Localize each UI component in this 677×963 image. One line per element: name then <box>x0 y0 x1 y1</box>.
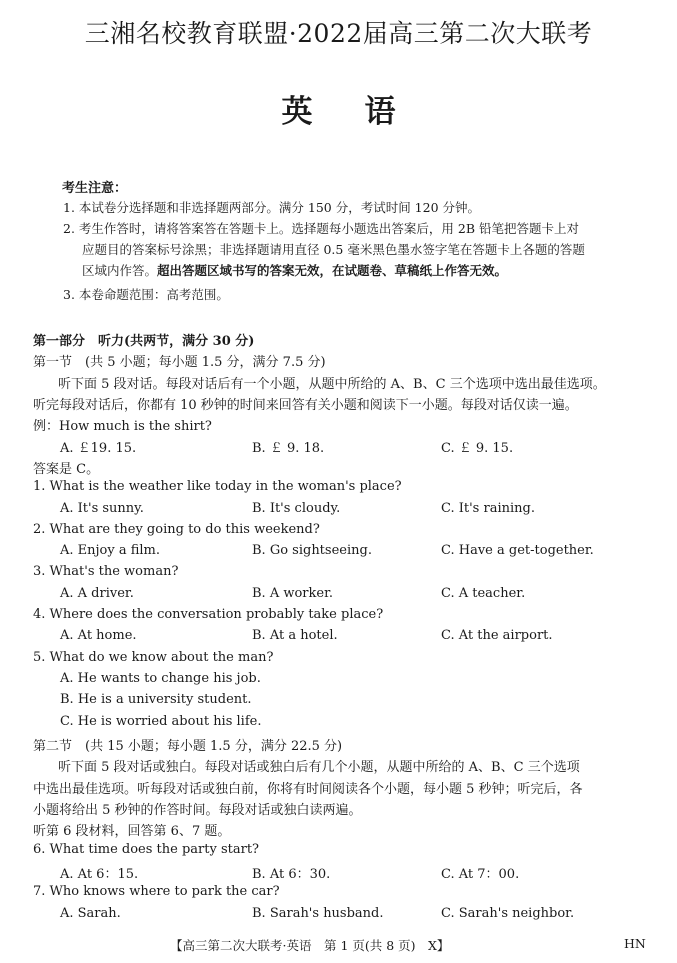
exam-title: 三湘名校教育联盟·2022届高三第二次大联考 <box>84 19 593 48</box>
example-answer: 答案是 C。 <box>33 462 100 477</box>
q3-option-c: C. A teacher. <box>441 586 526 601</box>
question-5: 5. What do we know about the man? <box>33 650 274 665</box>
page-footer: 【高三第二次大联考·英语 第 1 页(共 8 页) X】 <box>170 938 450 953</box>
footer-region-code: HN <box>624 936 646 951</box>
question-6: 6. What time does the party start? <box>33 842 260 857</box>
notice-item-2-line-3 <box>82 261 507 279</box>
notice-item-1: 1. 本试卷分选择题和非选择题两部分。满分 150 分，考试时间 120 分钟。 <box>63 200 481 215</box>
q6-option-b: B. At 6：30. <box>252 867 331 882</box>
q6-option-a: A. At 6：15. <box>60 867 139 882</box>
notice-item-3: 3. 本卷命题范围：高考范围。 <box>63 287 229 302</box>
section1-instruction-line-1: 听下面 5 段对话。每段对话后有一个小题，从题中所给的 A、B、C 三个选项中选出最佳选项。 <box>58 377 606 392</box>
question-4: 4. Where does the conversation probably take place? <box>33 607 384 622</box>
question-7: 7. Who knows where to park the car? <box>33 884 280 899</box>
q3-option-a: A. A driver. <box>60 586 134 601</box>
notice-item-2-line-2: 应题目的答案标号涂黑；非选择题请用直径 0.5 毫米黑色墨水签字笔在答题卡上各题的答题 <box>82 242 585 257</box>
q1-option-b: B. It's cloudy. <box>252 501 341 516</box>
section1-heading: 第一节 (共 5 小题；每小题 1.5 分，满分 7.5 分) <box>33 355 326 370</box>
q4-option-b: B. At a hotel. <box>252 628 338 643</box>
example-option-a: A. ￡19. 15. <box>60 441 137 456</box>
q1-option-a: A. It's sunny. <box>60 501 144 516</box>
q4-option-a: A. At home. <box>60 628 137 643</box>
question-2: 2. What are they going to do this weekend? <box>33 522 320 537</box>
example-question: 例：How much is the shirt? <box>33 419 212 434</box>
q2-option-c: C. Have a get-together. <box>441 543 594 558</box>
q5-option-b: B. He is a university student. <box>60 692 252 707</box>
q5-option-a: A. He wants to change his job. <box>60 671 261 686</box>
subject-title: 英语 <box>281 94 448 130</box>
part1-heading: 第一部分 听力(共两节，满分 30 分) <box>33 334 255 349</box>
section2-instruction-line-1: 听下面 5 段对话或独白。每段对话或独白后有几个小题，从题中所给的 A、B、C 三个选项 <box>58 760 580 775</box>
section2-instruction-line-3: 小题将给出 5 秒钟的作答时间。每段对话或独白读两遍。 <box>33 803 362 818</box>
question-1: 1. What is the weather like today in the woman's place? <box>33 479 402 494</box>
q7-option-a: A. Sarah. <box>60 906 121 921</box>
example-option-c: C. ￡ 9. 15. <box>441 441 514 456</box>
example-option-b: B. ￡ 9. 18. <box>252 441 325 456</box>
q7-option-b: B. Sarah's husband. <box>252 906 384 921</box>
notice-heading: 考生注意： <box>62 181 128 196</box>
notice-normal-text: 区域内作答。 <box>82 263 158 278</box>
q7-option-c: C. Sarah's neighbor. <box>441 906 575 921</box>
section1-instruction-line-2: 听完每段对话后，你都有 10 秒钟的时间来回答有关小题和阅读下一小题。每段对话仅读一遍。 <box>33 398 578 413</box>
question-3: 3. What's the woman? <box>33 564 179 579</box>
notice-item-2-line-1: 2. 考生作答时，请将答案答在答题卡上。选择题每小题选出答案后，用 2B 铅笔把答题卡上对 <box>63 221 579 236</box>
material-6-instruction: 听第 6 段材料，回答第 6、7 题。 <box>33 824 231 839</box>
q6-option-c: C. At 7：00. <box>441 867 520 882</box>
notice-bold-warning: 超出答题区域书写的答案无效，在试题卷、草稿纸上作答无效。 <box>157 263 508 278</box>
section2-heading: 第二节 (共 15 小题；每小题 1.5 分，满分 22.5 分) <box>33 739 343 754</box>
q5-option-c: C. He is worried about his life. <box>60 714 262 729</box>
q1-option-c: C. It's raining. <box>441 501 535 516</box>
q2-option-b: B. Go sightseeing. <box>252 543 372 558</box>
q2-option-a: A. Enjoy a film. <box>60 543 161 558</box>
q3-option-b: B. A worker. <box>252 586 333 601</box>
section2-instruction-line-2: 中选出最佳选项。听每段对话或独白前，你将有时间阅读各个小题，每小题 5 秒钟；听完后，各 <box>33 782 583 797</box>
q4-option-c: C. At the airport. <box>441 628 553 643</box>
